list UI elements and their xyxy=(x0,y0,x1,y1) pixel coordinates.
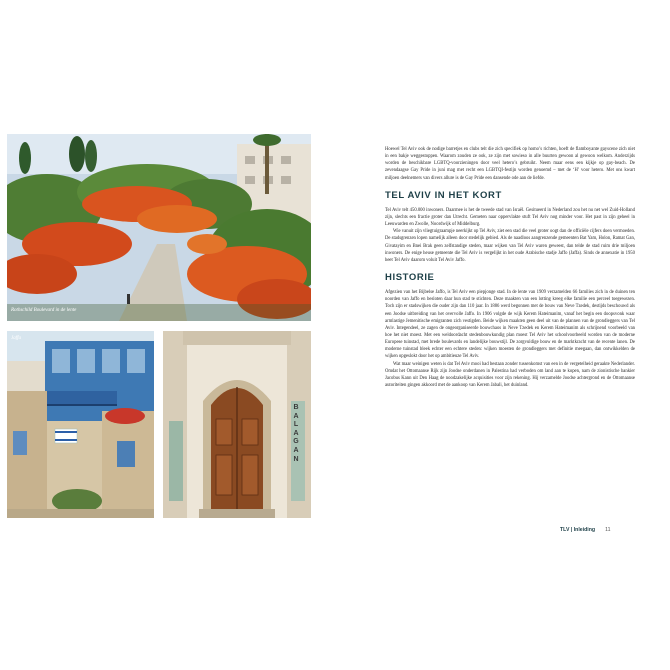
intro-paragraph: Hoewel Tel Aviv ook de nodige barretjes en clubs telt die zich specifiek op homo’s richten, hoeft de flamboyante gayscene zich niet in een bakje weggestoppen. Waarom zouden ze ook, ze zijn met sowieso in alle buurten gewoon al gewoon welkom. Anderzijds worden de beschikbare LGBTQ-voorzieningen door veel hetero’s gebruikt. Neem maar eens een kijkje op gay-beach. De zevendaagse Gay Pride in juni mag met recht een LGBTQI-festijn worden genoemd – met de ‘H’ voor hetero. Met ons kwart miljoen deelnemers van divers allure is de Gay Pride een dansende ode aan de liefde. xyxy=(385,147,635,181)
page-footer xyxy=(560,527,610,533)
historie-paragraph-1: Afgezien van het Bijbelse Jaffo, is Tel Aviv een piepjonge stad. In de lente van 1909 verzamelden 66 families zich in de duinen ten noorden van Jaffo en besloten daar hun stad te stichten. Deze maakten van een lotting kreeg elke familie een perceel toegewezen. Toch zijn er stadswijken die ouder zijn dan 110 jaar. In 1886 werd begonnen met de bouw van Neve Tzedek, destijds beschouwd als een Joodse uitbreiding van het overvolle Jaffo. In 1906 volgde de wijk Kerem Hateimanim, vanaf het begin een doopsvonk waar armlastige Jemenitische emigranten zich vestigden. Beide wijken maakten geen deel uit van de plannen van de grondleggers van Tel Aviv. Integendeel, ze zagen de ongeorganiseerde bouwchaos in Neve Tzedek en Kerem Hateimanim als schrijnend voorbeeld van hoe het niet moest. Met een weldoordacht stedenbouwkundig plan moest Tel Aviv het schoolvoorbeeld worden van de moderne Europese tuinstad, met brede boulevards en landelijke bouwstijl. De zorgvuldige bouw en de marktkracht van de recente lanen. De moderne tuinstad bleek echter een echtere steden: wijken moesten de grondleggers met definitie meegaan, dan ontwikkelden de wijken opgeslokt door het op ambitieuze Tel Aviv. xyxy=(385,290,635,360)
photo-jaffa xyxy=(7,331,154,518)
kort-paragraph-2: Wie vanuit zijn vliegtuigraampje neerkijkt op Tel Aviv, ziet een stad die veel groter oogt dan de officiële cijfers doen vermoeden. De stadsgrenzen lopen namelijk alleen door stedelijk gebied. Als de naadloos aangrenzende gemeenten Bat Yam, Holon, Ramat Gan, Givatayim en Bnei Brak geen zelfstandige steden, maar wijken van Tel Aviv waren geweest, dan telde de stad ruim drie miljoen inwoners. De enige heuse gemeente die Tel Aviv is vergelijkt in het oude Arabische stadje Jaffo (Jaffa). Sinds de annexatie in 1950 heet Tel Aviv daarom voluit Tel Aviv Jaffo. xyxy=(385,229,635,263)
jaffa-illustration xyxy=(7,331,154,518)
balagan-sign-text: BALAGAN xyxy=(293,404,299,463)
photo-rothschild-boulevard xyxy=(7,134,311,321)
section-heading-historie: HISTORIE xyxy=(385,272,435,284)
footer-section-label: TLV | Inleiding xyxy=(560,527,596,533)
door-illustration xyxy=(163,331,311,518)
historie-paragraph-2: Wat maar weinigen weten is dat Tel Aviv mooi had bestaan zonder tussenkomst van een in de vergetelheid geraakte Nederlander. Omdat het Ottomaanse Rijk zijn Joodse onderdanen in Palestina had verboden om land aan te kopen, nam de zionistische bankier Jacobus Kann uit Den Haag de noodzakelijke acquisities voor zijn rekening. Hij verzamelde Joodse achtergrond en de Ottomaanse autoriteiten gingen akkoord met de aankoop van Kerem Jabali, het duinland. xyxy=(385,361,635,389)
kort-paragraph-1: Tel Aviv telt 450.000 inwoners. Daarmee is het de tweede stad van Israël. Gesitueerd in Nederland zou het nu net wel Zuid-Holland zijn, slechts een fractie groter dan Utrecht. Gemeten naar oppervlakte stuft Tel Aviv nog minder voor. Het past in zijn geheel in Leeuwarden en Zwolle, Noordwijk of Middelburg. xyxy=(385,207,635,228)
text-column xyxy=(385,146,635,389)
section-heading-kort: TEL AVIV IN HET KORT xyxy=(385,189,502,201)
photo-balagan-door xyxy=(163,331,311,518)
photo-caption-jaffa: Jaffa xyxy=(11,336,21,341)
page-number: 11 xyxy=(605,527,611,533)
photo-caption-rothschild: Rothschild Boulevard in de lente xyxy=(11,308,77,313)
rothschild-illustration xyxy=(7,134,311,321)
